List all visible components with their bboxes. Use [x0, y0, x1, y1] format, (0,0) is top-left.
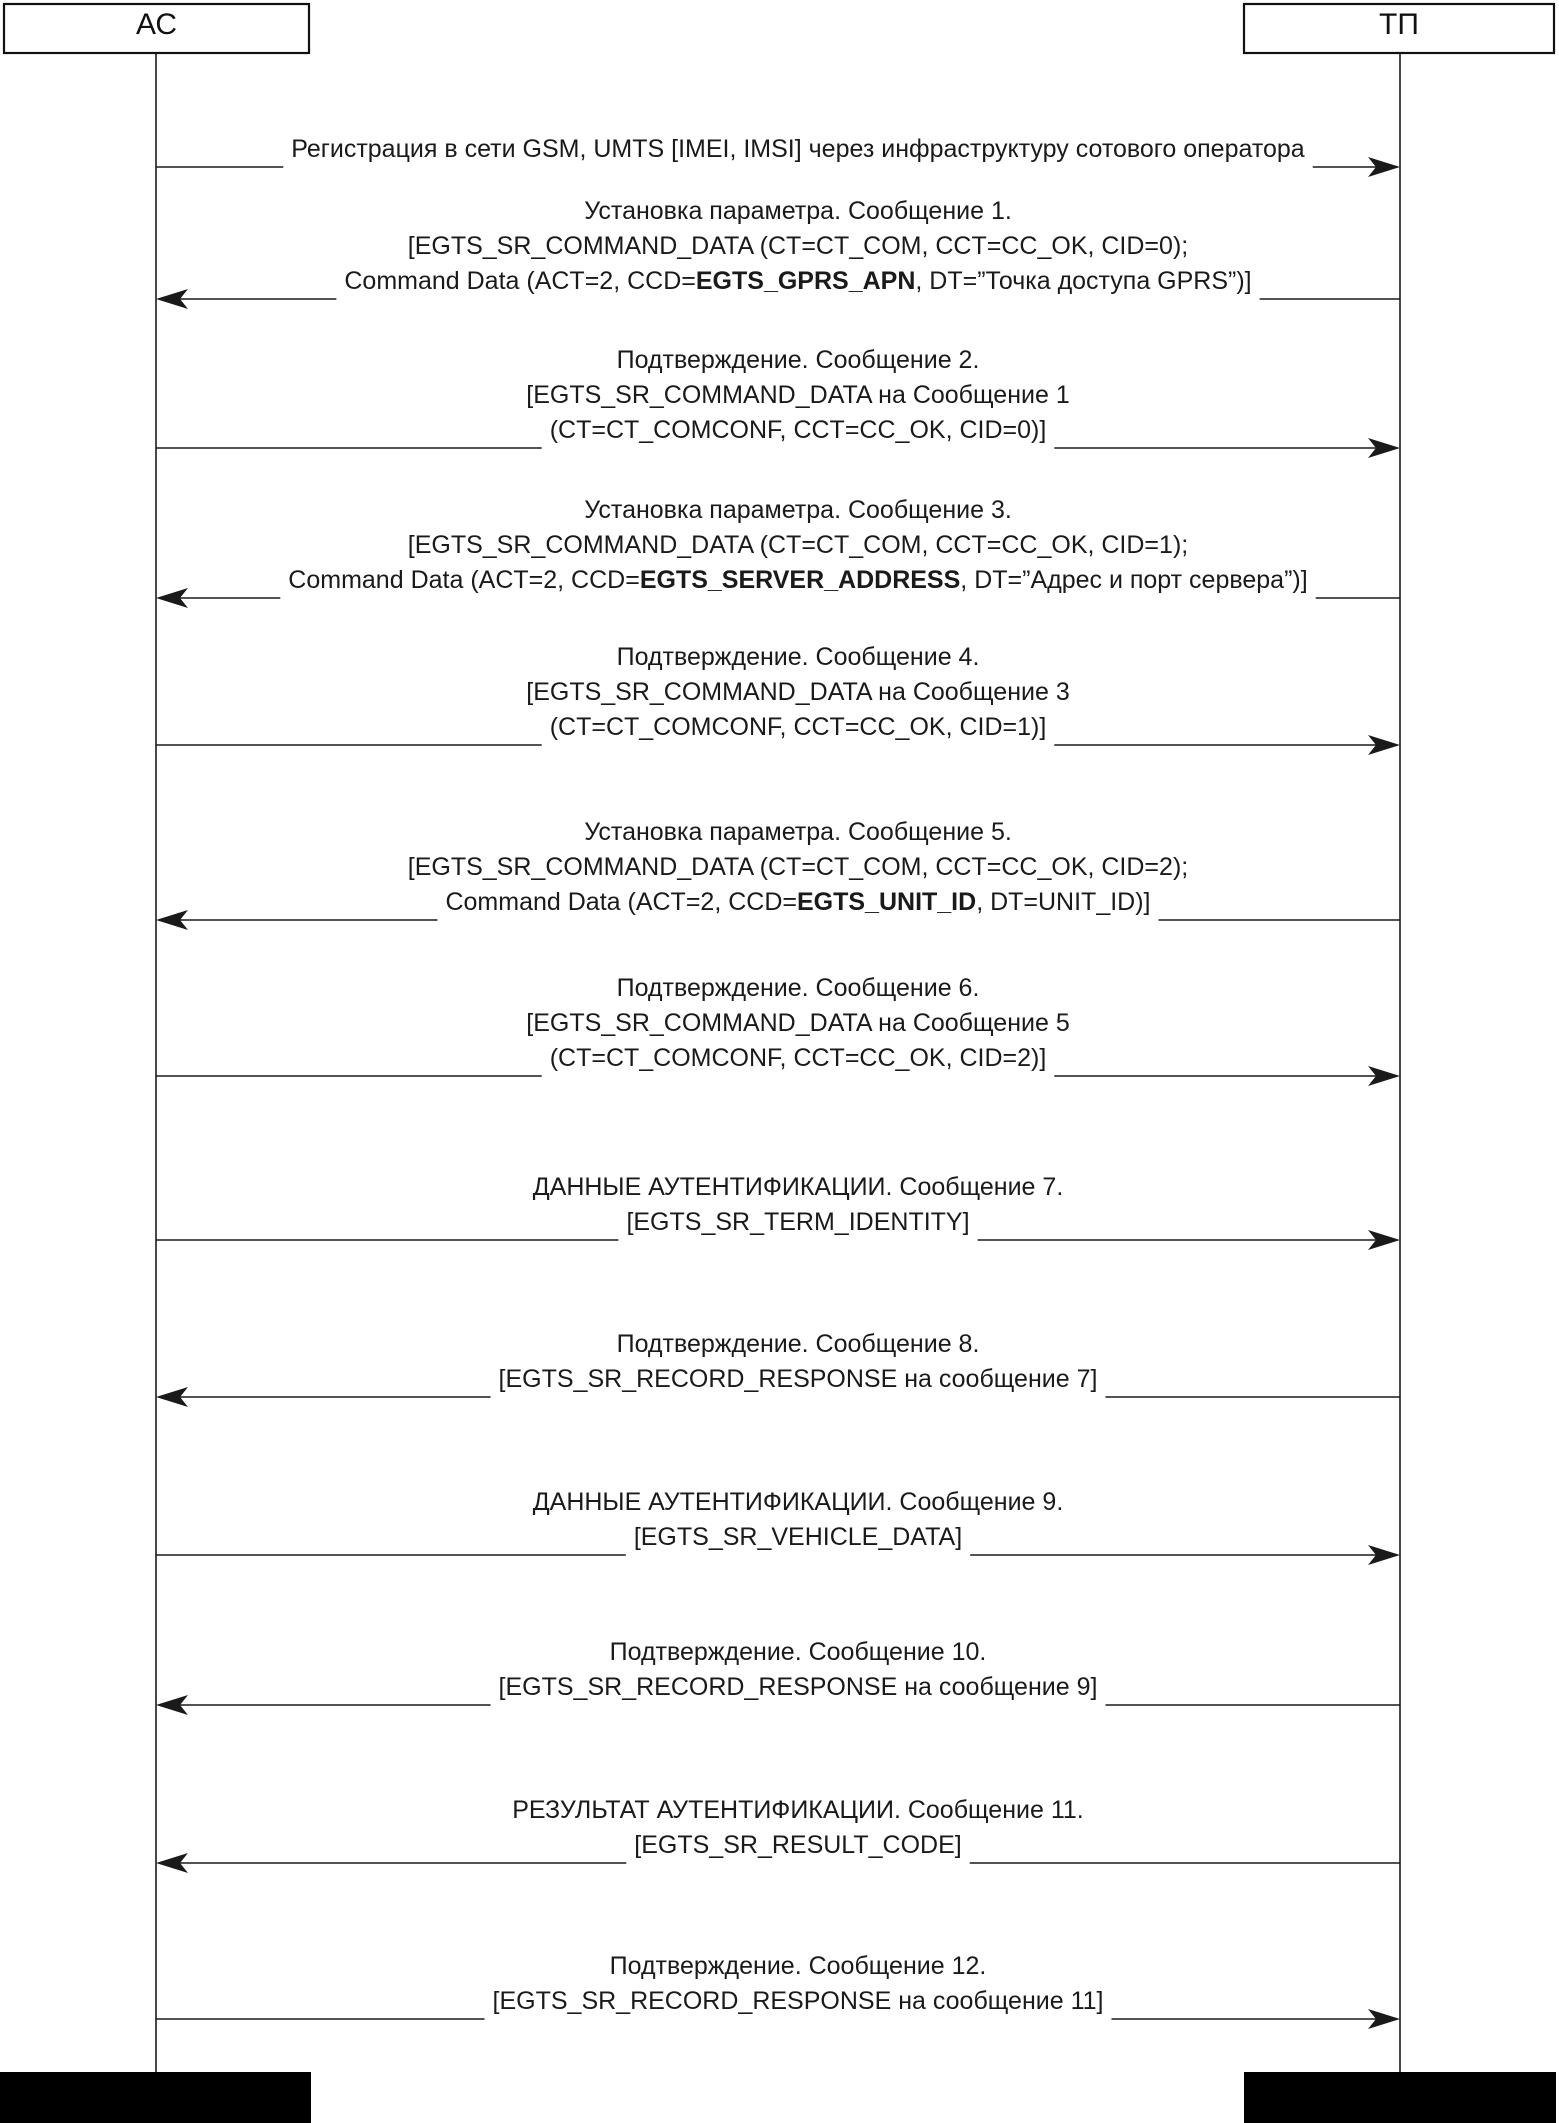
message-text-segment: [EGTS_SR_COMMAND_DATA (CT=CT_COM, CCT=CC_OK, CID=1);	[407, 531, 1189, 559]
message-3	[156, 346, 1400, 458]
message-7	[156, 974, 1400, 1086]
message-7-line-2	[526, 1009, 1069, 1037]
message-1-line-1	[291, 135, 1305, 163]
message-text-segment: Регистрация в сети GSM, UMTS [IMEI, IMSI] через инфраструктуру сотового оператора	[291, 135, 1305, 163]
message-9	[156, 1330, 1400, 1407]
message-text-segment: Установка параметра. Сообщение 5.	[584, 818, 1012, 846]
message-text-segment: Command Data (ACT=2, CCD=	[344, 267, 696, 295]
message-text-segment: EGTS_GPRS_APN	[695, 267, 916, 295]
message-text-segment: Command Data (ACT=2, CCD=	[288, 566, 640, 594]
message-list	[156, 135, 1400, 2029]
message-3-line-1	[617, 346, 980, 374]
message-13-line-1	[610, 1952, 987, 1980]
message-8-line-2	[626, 1208, 969, 1236]
message-4-line-3	[288, 566, 1307, 594]
message-9-line-1	[617, 1330, 980, 1358]
message-text-segment: [EGTS_SR_RESULT_CODE]	[634, 1831, 962, 1859]
message-12	[156, 1796, 1400, 1873]
message-text-segment: [EGTS_SR_COMMAND_DATA на Сообщение 3	[526, 678, 1070, 706]
participant-left	[4, 4, 309, 53]
message-text-segment: [EGTS_SR_VEHICLE_DATA]	[633, 1523, 963, 1551]
message-text-segment: , DT=”Адрес и порт сервера”)]	[960, 566, 1308, 594]
message-11-line-1	[610, 1638, 987, 1666]
message-5-line-1	[617, 643, 980, 671]
message-7-line-3	[550, 1044, 1047, 1072]
message-4-line-1	[584, 496, 1012, 524]
message-text-segment: Подтверждение. Сообщение 8.	[616, 1330, 980, 1358]
message-5-line-3	[550, 713, 1047, 741]
message-text-segment: Подтверждение. Сообщение 4.	[616, 643, 980, 671]
participant-left-end	[0, 2072, 311, 2123]
participant-left-label: АС	[135, 8, 178, 41]
message-10-line-2	[634, 1523, 962, 1551]
message-3-line-3	[550, 416, 1047, 444]
message-text-segment: EGTS_UNIT_ID	[796, 888, 977, 916]
message-text-segment: Подтверждение. Сообщение 10.	[609, 1638, 987, 1666]
message-9-line-2	[499, 1365, 1098, 1393]
message-6-line-3	[445, 888, 1150, 916]
message-12-line-2	[634, 1831, 961, 1859]
message-text-segment: (CT=CT_COMCONF, CCT=CC_OK, CID=2)]	[549, 1044, 1047, 1072]
participant-right-label: ТП	[1379, 8, 1419, 41]
message-text-segment: , DT=”Точка доступа GPRS”)]	[915, 267, 1252, 295]
participant-right	[1244, 4, 1554, 53]
message-text-segment: Установка параметра. Сообщение 3.	[584, 496, 1012, 524]
message-text-segment: Подтверждение. Сообщение 6.	[616, 974, 980, 1002]
message-3-line-2	[526, 381, 1069, 409]
message-1	[156, 135, 1400, 177]
message-10-line-1	[533, 1488, 1064, 1516]
message-2-line-1	[584, 197, 1012, 225]
message-text-segment: [EGTS_SR_RECORD_RESPONSE на сообщение 7]	[498, 1365, 1098, 1393]
message-text-segment: ДАННЫЕ АУТЕНТИФИКАЦИИ. Сообщение 9.	[532, 1488, 1064, 1516]
message-11-line-2	[499, 1673, 1098, 1701]
message-text-segment: [EGTS_SR_TERM_IDENTITY]	[626, 1208, 970, 1236]
message-text-segment: ДАННЫЕ АУТЕНТИФИКАЦИИ. Сообщение 7.	[532, 1173, 1064, 1201]
message-8	[156, 1173, 1400, 1250]
message-4	[156, 496, 1400, 608]
message-text-segment: [EGTS_SR_COMMAND_DATA на Сообщение 5	[526, 1009, 1070, 1037]
message-text-segment: [EGTS_SR_COMMAND_DATA (CT=CT_COM, CCT=CC_OK, CID=0);	[407, 232, 1189, 260]
message-6	[156, 818, 1400, 930]
message-2-line-3	[344, 267, 1251, 295]
message-10	[156, 1488, 1400, 1565]
message-text-segment: , DT=UNIT_ID)]	[976, 888, 1151, 916]
message-5-line-2	[526, 678, 1069, 706]
message-13	[156, 1952, 1400, 2029]
message-2-line-2	[408, 232, 1188, 260]
message-text-segment: (CT=CT_COMCONF, CCT=CC_OK, CID=0)]	[549, 416, 1047, 444]
message-2	[156, 197, 1400, 309]
message-text-segment: (CT=CT_COMCONF, CCT=CC_OK, CID=1)]	[549, 713, 1047, 741]
message-11	[156, 1638, 1400, 1715]
message-text-segment: [EGTS_SR_RECORD_RESPONSE на сообщение 9]	[498, 1673, 1098, 1701]
message-6-line-1	[584, 818, 1012, 846]
message-text-segment: [EGTS_SR_COMMAND_DATA на Сообщение 1	[526, 381, 1070, 409]
message-text-segment: Подтверждение. Сообщение 12.	[609, 1952, 987, 1980]
message-4-line-2	[408, 531, 1188, 559]
participant-right-end	[1244, 2072, 1556, 2123]
message-6-line-2	[408, 853, 1188, 881]
message-text-segment: [EGTS_SR_COMMAND_DATA (CT=CT_COM, CCT=CC_OK, CID=2);	[407, 853, 1189, 881]
message-7-line-1	[617, 974, 980, 1002]
message-text-segment: РЕЗУЛЬТАТ АУТЕНТИФИКАЦИИ. Сообщение 11.	[512, 1796, 1084, 1824]
message-text-segment: EGTS_SERVER_ADDRESS	[639, 566, 961, 594]
message-12-line-1	[512, 1796, 1083, 1824]
message-text-segment: Установка параметра. Сообщение 1.	[584, 197, 1012, 225]
message-5	[156, 643, 1400, 755]
message-8-line-1	[533, 1173, 1064, 1201]
message-text-segment: Command Data (ACT=2, CCD=	[445, 888, 797, 916]
message-text-segment: [EGTS_SR_RECORD_RESPONSE на сообщение 11]	[492, 1987, 1104, 2015]
message-13-line-2	[493, 1987, 1104, 2015]
message-text-segment: Подтверждение. Сообщение 2.	[616, 346, 980, 374]
